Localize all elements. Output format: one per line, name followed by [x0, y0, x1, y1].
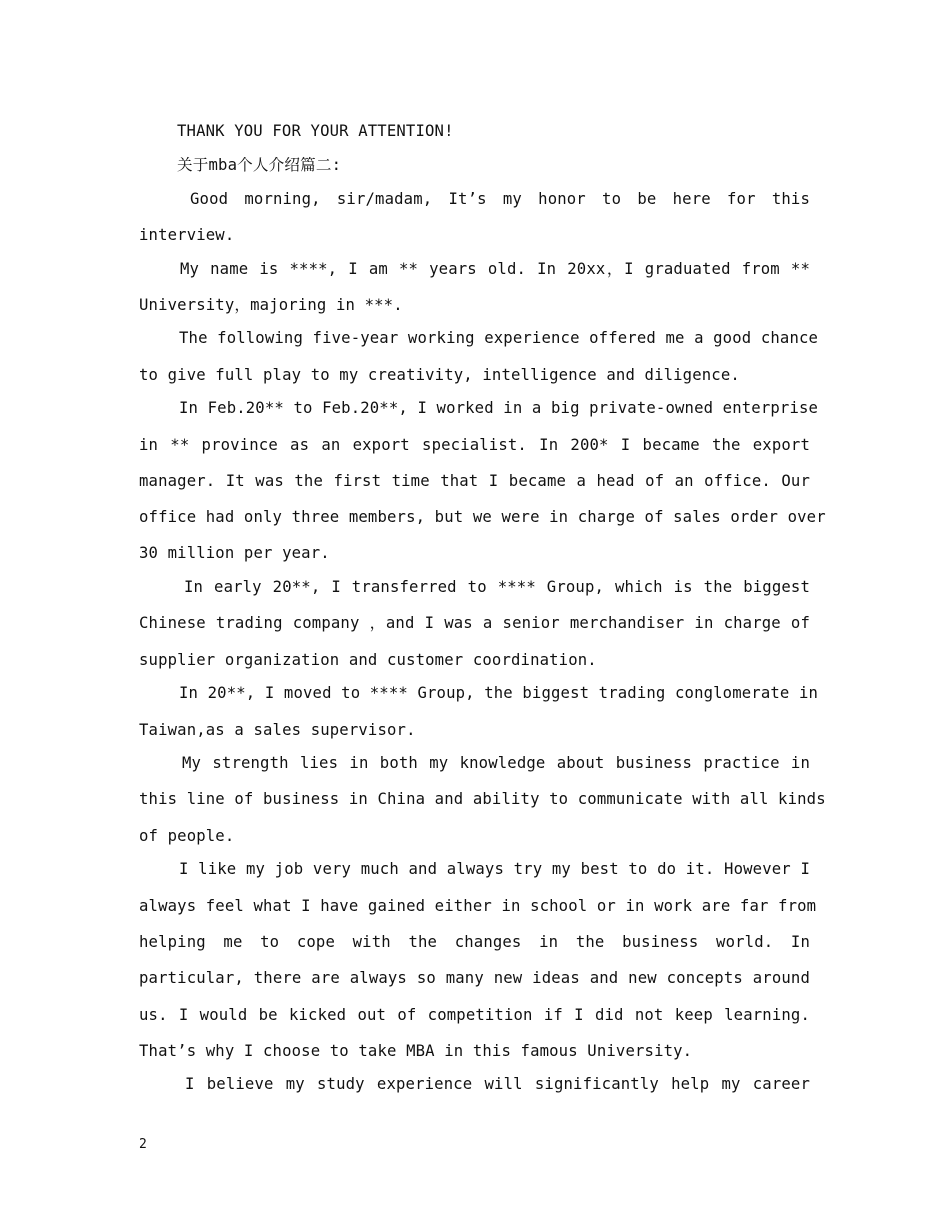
paragraph-line: In 20**, I moved to **** Group, the biggest trading conglomerate in — [179, 684, 819, 702]
paragraph-line: supplier organization and customer coordination. — [139, 651, 597, 669]
paragraph-line: In Feb.20** to Feb.20**, I worked in a big private-owned enterprise — [179, 399, 819, 417]
paragraph-line: interview. — [139, 226, 235, 244]
paragraph-line: always feel what I have gained either in school or in work are far from — [139, 897, 817, 915]
paragraph-line: I believe my study experience will significantly help my career — [185, 1075, 810, 1093]
paragraph-line: Chinese trading company ，and I was a senior merchandiser in charge of — [139, 614, 810, 632]
paragraph-line: office had only three members, but we were in charge of sales order over — [139, 508, 826, 526]
paragraph-line: Good morning, sir/madam, It’s my honor to be here for this — [190, 190, 810, 208]
paragraph-line: University，majoring in ***. — [139, 296, 403, 314]
paragraph-line: to give full play to my creativity, intelligence and diligence. — [139, 366, 740, 384]
paragraph-line: The following five-year working experience offered me a good chance — [179, 329, 819, 347]
paragraph-line: 30 million per year. — [139, 544, 330, 562]
paragraph-line: manager. It was the first time that I became a head of an office. Our — [139, 472, 810, 490]
paragraph-line: My strength lies in both my knowledge about business practice in — [182, 754, 810, 772]
paragraph-line: I like my job very much and always try my best to do it. However I — [179, 860, 810, 878]
paragraph-line: of people. — [139, 827, 235, 845]
paragraph-line: helping me to cope with the changes in the business world. In — [139, 933, 810, 951]
paragraph-line: in ** province as an export specialist. In 200* I became the export — [139, 436, 810, 454]
paragraph-line: My name is ****, I am ** years old. In 20xx，I graduated from ** — [180, 260, 810, 278]
paragraph-line: this line of business in China and ability to communicate with all kinds — [139, 790, 826, 808]
paragraph-line: In early 20**, I transferred to **** Group, which is the biggest — [184, 578, 810, 596]
section-heading: 关于mba个人介绍篇二: — [177, 156, 342, 174]
page-number: 2 — [139, 1137, 147, 1152]
paragraph-line: Taiwan,as a sales supervisor. — [139, 721, 416, 739]
paragraph-line: That’s why I choose to take MBA in this famous University. — [139, 1042, 693, 1060]
closing-line: THANK YOU FOR YOUR ATTENTION! — [177, 122, 454, 140]
paragraph-line: us. I would be kicked out of competition if I did not keep learning. — [139, 1006, 810, 1024]
paragraph-line: particular, there are always so many new ideas and new concepts around — [139, 969, 810, 987]
